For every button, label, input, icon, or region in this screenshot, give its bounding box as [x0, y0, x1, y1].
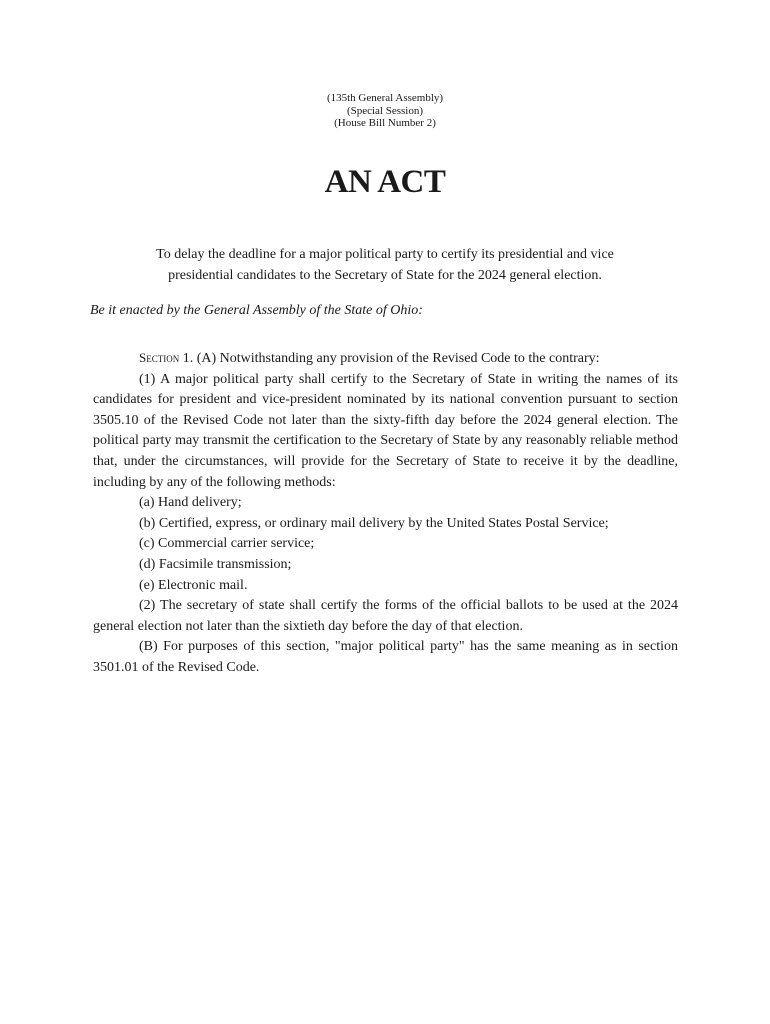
session-line: (Special Session) — [346, 104, 424, 117]
bill-header — [0, 92, 770, 130]
act-purpose: To delay the deadline for a major political party to certify its presidential and vice presidential candidates to the Secretary of State for the 2024 general election. — [156, 247, 614, 283]
method-item: (e) Electronic mail. — [139, 577, 248, 593]
method-item: (c) Commercial carrier service; — [139, 536, 315, 552]
section-label: Section — [139, 350, 180, 365]
act-title: AN ACT — [324, 164, 446, 200]
bill-number-line: (House Bill Number 2) — [334, 117, 436, 129]
method-item: (d) Facsimile transmission; — [139, 556, 292, 572]
method-item: (b) Certified, express, or ordinary mail delivery by the United States Postal Service; — [139, 515, 609, 531]
paragraph-b: (B) For purposes of this section, "major political party" has the same meaning as in section 3501.01 of the Revised Code. — [93, 639, 678, 675]
section-first-line: 1. (A) Notwithstanding any provision of the Revised Code to the contrary: — [179, 351, 600, 366]
method-item: (a) Hand delivery; — [139, 495, 242, 511]
assembly-line: (135th General Assembly) — [326, 92, 444, 104]
paragraph-1: (1) A major political party shall certify to the Secretary of State in writing the names of its candidates for president and vice-president nominated by its national convention pursuant to section 3505.10 of the Revised Code not later than the sixty-fifth day before the 2024 general election. The political party may transmit the certification to the Secretary of State by any reasonably reliable method that, under the circumstances, will provide for the Secretary of State to receive it by the deadline, including by any of the following methods: — [93, 371, 678, 490]
paragraph-2: (2) The secretary of state shall certify the forms of the official ballots to be used at the 2024 general election not later than the sixtieth day before the day of that election. — [93, 598, 678, 634]
enacting-clause: Be it enacted by the General Assembly of the State of Ohio: — [90, 303, 423, 318]
section-heading-paragraph — [93, 348, 678, 370]
section-body — [93, 348, 678, 679]
